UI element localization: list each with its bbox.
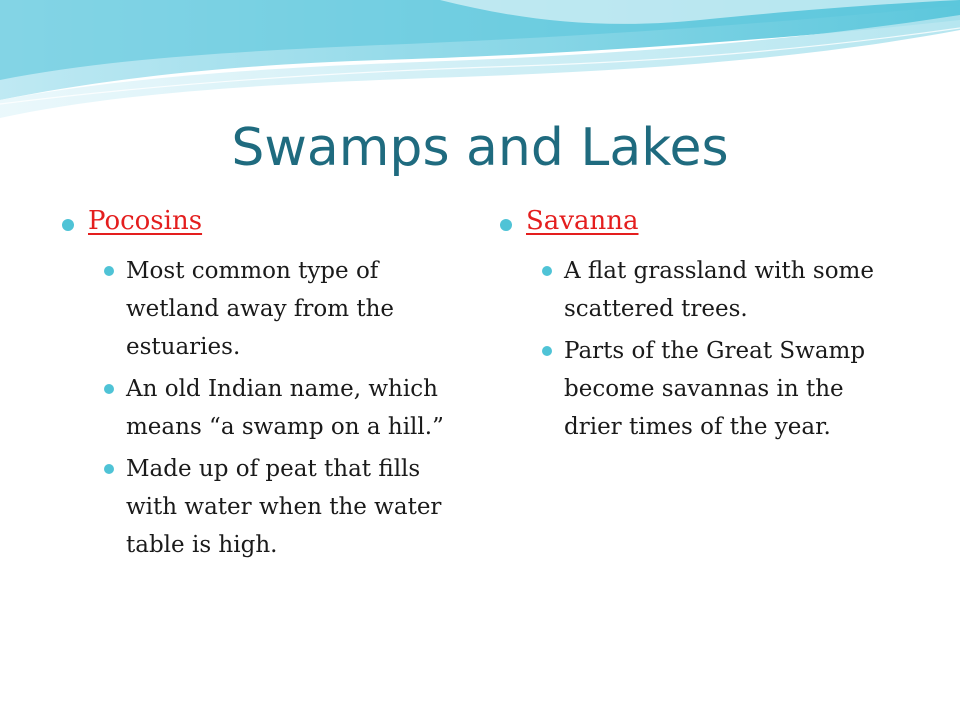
list-item: Most common type of wetland away from the estuaries. — [62, 252, 472, 366]
bullet-icon — [542, 266, 552, 276]
list-item: A flat grassland with some scattered trees. — [500, 252, 900, 328]
heading-savanna-label[interactable]: Savanna — [526, 206, 639, 236]
bullet-icon — [104, 464, 114, 474]
pocosins-list — [62, 252, 472, 564]
heading-pocosins[interactable] — [62, 206, 472, 236]
left-column — [62, 206, 472, 568]
bullet-icon — [542, 346, 552, 356]
savanna-list — [500, 252, 900, 446]
heading-pocosins-label[interactable]: Pocosins — [88, 206, 203, 236]
heading-savanna[interactable] — [500, 206, 900, 236]
bullet-icon — [62, 219, 74, 231]
list-item: An old Indian name, which means “a swamp on a hill.” — [62, 370, 472, 446]
list-item: Made up of peat that fills with water when the water table is high. — [62, 450, 472, 564]
right-column — [500, 206, 900, 450]
bullet-icon — [104, 384, 114, 394]
slide-title: Swamps and Lakes — [231, 118, 729, 178]
bullet-icon — [500, 219, 512, 231]
bullet-icon — [104, 266, 114, 276]
list-item: Parts of the Great Swamp become savannas in the drier times of the year. — [500, 332, 900, 446]
